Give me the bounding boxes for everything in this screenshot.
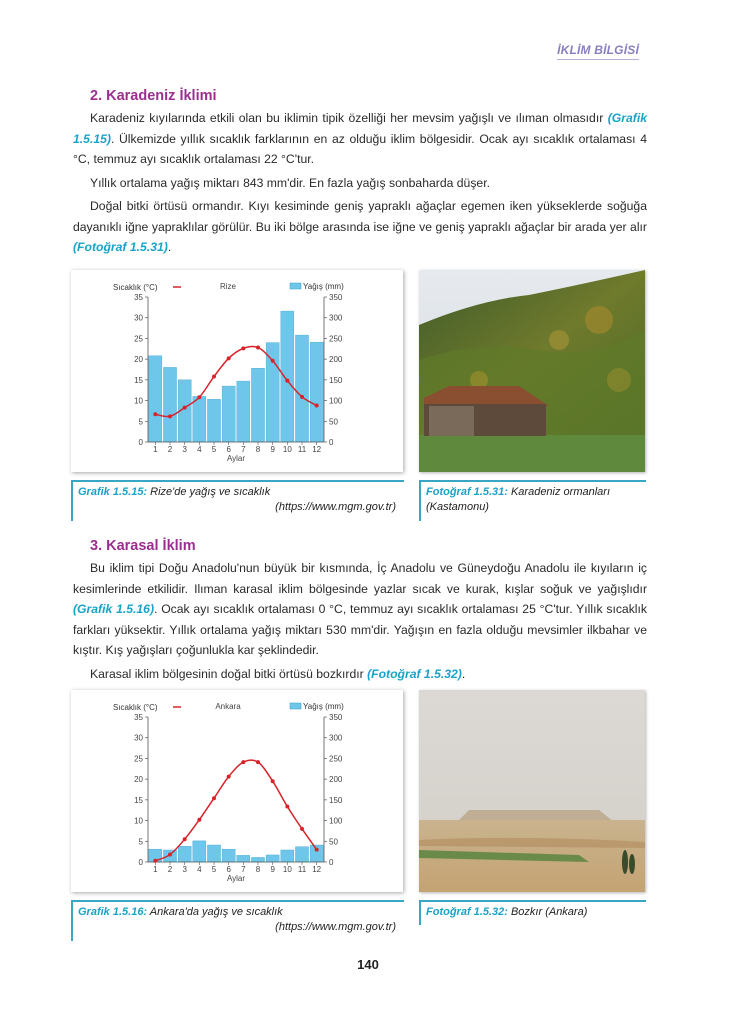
figure-caption-ankara: [71, 900, 404, 941]
x-axis-label: Aylar: [226, 454, 246, 463]
tick-label-left: 35: [134, 293, 143, 302]
bar-precipitation-2: [163, 367, 176, 442]
bar-precipitation-12: [310, 342, 323, 442]
figure-reference-link: (Grafik 1.5.16): [73, 602, 155, 616]
caption-text: Rize'de yağış ve sıcaklık: [147, 486, 271, 498]
tick-label-x: 4: [197, 445, 202, 454]
chart-ankara: [71, 690, 403, 892]
bar-precipitation-5: [207, 845, 220, 862]
tick-label-left: 15: [134, 375, 143, 385]
tick-label-left: 10: [134, 816, 143, 826]
tick-label-right: 50: [329, 837, 338, 847]
point-temperature-10: [285, 379, 289, 383]
caption-label: Grafik 1.5.15:: [78, 486, 148, 498]
bar-precipitation-7: [237, 855, 250, 862]
legend-precipitation-swatch: [290, 703, 301, 709]
tick-label-left: 5: [138, 417, 143, 427]
point-temperature-8: [256, 760, 260, 764]
tick-label-right: 350: [329, 713, 343, 722]
tick-label-left: 0: [138, 438, 143, 447]
point-temperature-6: [227, 356, 231, 360]
bar-precipitation-12: [310, 845, 323, 862]
legend-temperature-label: Sıcaklık (°C): [113, 703, 158, 712]
paragraph-text: Yıllık ortalama yağış miktarı 843 mm'dir. En fazla yağış sonbaharda düşer.: [90, 175, 490, 190]
tick-label-x: 12: [312, 445, 322, 454]
tick-label-x: 6: [226, 865, 231, 874]
point-temperature-7: [241, 346, 245, 350]
point-temperature-8: [256, 346, 260, 350]
bar-precipitation-11: [295, 847, 308, 862]
caption-label: Grafik 1.5.16:: [78, 906, 148, 918]
tick-label-x: 3: [182, 445, 187, 454]
paragraph: [73, 173, 647, 194]
paragraph-text: Doğal bitki örtüsü ormandır. Kıyı kesiminde geniş yapraklı ağaçlar egemen iken yükseklerde soğuğa dayanıklı iğne yapraklılar görülür. Bu iki bölge arasında ise iğne ve geniş yapraklı ağaçlar bir arada yer alır: [73, 199, 647, 234]
chart-ankara-box: [71, 690, 403, 892]
point-temperature-4: [197, 395, 201, 399]
tick-label-left: 25: [134, 334, 143, 344]
figure-caption-rize: [71, 480, 404, 521]
point-temperature-11: [300, 827, 304, 831]
caption-text: Bozkır (Ankara): [507, 906, 588, 918]
bar-precipitation-9: [266, 855, 279, 862]
point-temperature-10: [285, 804, 289, 808]
photo-karadeniz-forest: [419, 270, 645, 472]
tick-label-left: 5: [138, 837, 143, 847]
paragraph-text: Karadeniz kıyılarında etkili olan bu iklimin tipik özelliği her mevsim yağışlı ve ılıman olmasıdır: [90, 111, 608, 125]
tick-label-left: 15: [134, 795, 143, 805]
tick-label-right: 250: [329, 334, 343, 344]
caption-source: (https://www.mgm.gov.tr): [275, 921, 396, 933]
bar-precipitation-10: [281, 850, 294, 862]
tick-label-left: 20: [134, 355, 143, 365]
point-temperature-7: [241, 760, 245, 764]
tick-label-right: 0: [329, 438, 334, 447]
point-temperature-12: [315, 848, 319, 852]
tick-label-right: 300: [329, 733, 343, 743]
paragraph-text: . Ocak ayı sıcaklık ortalaması 0 °C, temmuz ayı sıcaklık ortalaması 25 °C'tur. Yıllık sıcaklık farkları yüksektir. Yıllık ortalama yağış miktarı 530 mm'dir. Yağışın en fazla olduğu mevsimler ilkbahar ve kıştır. Kış yağışları çoğunlukla kar şeklindedir.: [73, 602, 647, 657]
photo-bozkir-steppe: [419, 690, 645, 892]
paragraph-text: Bu iklim tipi Doğu Anadolu'nun büyük bir kısmında, İç Anadolu ve Güneydoğu Anadolu ile kıyıların iç kesimlerinde etkilidir. Ilıman karasal iklim bölgesinde yazlar sıcak ve kurak, kışlar soğuk ve yağışlıdır: [73, 561, 647, 596]
bar-precipitation-7: [237, 381, 250, 442]
photo-caption-karadeniz: [419, 480, 646, 521]
tick-label-x: 9: [270, 445, 275, 454]
figure-reference-link: (Grafik 1.5.15): [73, 111, 647, 146]
point-temperature-9: [271, 359, 275, 363]
tick-label-right: 150: [329, 795, 343, 805]
legend-temperature-label: Sıcaklık (°C): [113, 283, 158, 292]
caption-label: Fotoğraf 1.5.32:: [426, 906, 508, 918]
tick-label-x: 5: [211, 445, 217, 454]
tick-label-x: 8: [255, 865, 261, 874]
chart-title: Ankara: [215, 702, 241, 711]
tick-label-right: 200: [329, 775, 343, 785]
page-header-title: İKLİM BİLGİSİ: [557, 43, 639, 60]
tick-label-right: 300: [329, 313, 343, 323]
point-temperature-1: [153, 859, 157, 863]
tick-label-x: 1: [153, 865, 158, 874]
figure-reference-link: (Fotoğraf 1.5.31): [73, 240, 168, 254]
tick-label-left: 0: [138, 858, 143, 867]
tick-label-x: 11: [297, 445, 307, 454]
point-temperature-1: [153, 412, 157, 416]
bar-precipitation-8: [251, 368, 264, 442]
point-temperature-2: [168, 853, 172, 857]
photo-caption-bozkir: [419, 900, 646, 925]
tick-label-right: 100: [329, 396, 343, 406]
chart-rize-box: [71, 270, 403, 472]
tick-label-x: 12: [312, 865, 322, 874]
caption-text: Karadeniz ormanları (Kastamonu): [426, 486, 611, 513]
paragraph: [73, 196, 647, 258]
tick-label-x: 2: [167, 865, 173, 874]
section-heading-karasal: 3. Karasal İklim: [90, 538, 196, 554]
tick-label-x: 8: [255, 445, 261, 454]
tick-label-left: 10: [134, 396, 143, 406]
bar-precipitation-4: [193, 396, 206, 442]
section-body-karadeniz: [73, 108, 647, 261]
paragraph-text: Karasal iklim bölgesinin doğal bitki örtüsü bozkırdır: [90, 666, 368, 681]
bar-precipitation-1: [149, 356, 162, 442]
bar-precipitation-9: [266, 343, 279, 442]
paragraph-text: .: [461, 666, 466, 681]
legend-precipitation-swatch: [290, 283, 301, 289]
point-temperature-11: [300, 395, 304, 399]
point-temperature-4: [197, 818, 201, 822]
line-temperature: [155, 760, 316, 861]
point-temperature-9: [271, 779, 275, 783]
paragraph: [73, 108, 647, 170]
legend-precipitation-label: Yağış (mm): [303, 702, 344, 711]
point-temperature-5: [212, 375, 216, 379]
tick-label-right: 50: [329, 417, 338, 427]
legend-precipitation-label: Yağış (mm): [303, 282, 344, 291]
point-temperature-2: [168, 414, 172, 418]
bar-precipitation-11: [295, 335, 308, 442]
tick-label-left: 35: [134, 713, 143, 722]
tick-label-x: 10: [282, 865, 292, 874]
paragraph-text: . Ülkemizde yıllık sıcaklık farklarının en az olduğu iklim bölgesidir. Ocak ayı sıcaklık ortalaması 4 °C, temmuz ayı sıcaklık ortalaması 22 °C'tur.: [73, 131, 647, 166]
point-temperature-12: [315, 404, 319, 408]
bar-precipitation-6: [222, 386, 235, 442]
tick-label-x: 10: [282, 445, 292, 454]
point-temperature-3: [183, 837, 187, 841]
caption-label: Fotoğraf 1.5.31:: [426, 486, 508, 498]
tick-label-x: 2: [167, 445, 173, 454]
tick-label-right: 100: [329, 816, 343, 826]
tick-label-left: 30: [134, 313, 143, 323]
tick-label-right: 0: [329, 858, 334, 867]
section-heading-karadeniz: 2. Karadeniz İklimi: [90, 88, 217, 104]
tick-label-left: 25: [134, 754, 143, 764]
tick-label-right: 250: [329, 754, 343, 764]
bar-precipitation-3: [178, 846, 191, 862]
chart-title: Rize: [219, 282, 237, 291]
paragraph: [73, 558, 647, 661]
tick-label-x: 3: [182, 865, 187, 874]
section-body-karasal: [73, 558, 647, 687]
tick-label-x: 1: [153, 445, 158, 454]
tick-label-left: 20: [134, 775, 143, 785]
figure-reference-link: (Fotoğraf 1.5.32): [367, 666, 462, 681]
tick-label-x: 7: [241, 865, 246, 874]
bar-precipitation-6: [222, 849, 235, 862]
tick-label-right: 200: [329, 355, 343, 365]
point-temperature-5: [212, 796, 216, 800]
tick-label-x: 11: [297, 865, 307, 874]
page-number: 140: [357, 957, 379, 972]
bar-precipitation-8: [251, 857, 264, 862]
caption-text: Ankara'da yağış ve sıcaklık: [147, 906, 283, 918]
tick-label-x: 4: [197, 865, 202, 874]
x-axis-label: Aylar: [226, 874, 246, 883]
bar-precipitation-5: [207, 399, 220, 442]
point-temperature-3: [183, 406, 187, 410]
paragraph-text: .: [167, 240, 172, 254]
tick-label-x: 6: [226, 445, 231, 454]
bar-precipitation-4: [193, 841, 206, 862]
caption-source: (https://www.mgm.gov.tr): [275, 501, 396, 513]
paragraph: [73, 664, 647, 685]
tick-label-x: 7: [241, 445, 246, 454]
chart-rize: [71, 270, 403, 472]
tick-label-right: 150: [329, 375, 343, 385]
point-temperature-6: [227, 775, 231, 779]
tick-label-x: 5: [211, 865, 217, 874]
tick-label-x: 9: [270, 865, 275, 874]
tick-label-right: 350: [329, 293, 343, 302]
bar-precipitation-10: [281, 311, 294, 442]
tick-label-left: 30: [134, 733, 143, 743]
